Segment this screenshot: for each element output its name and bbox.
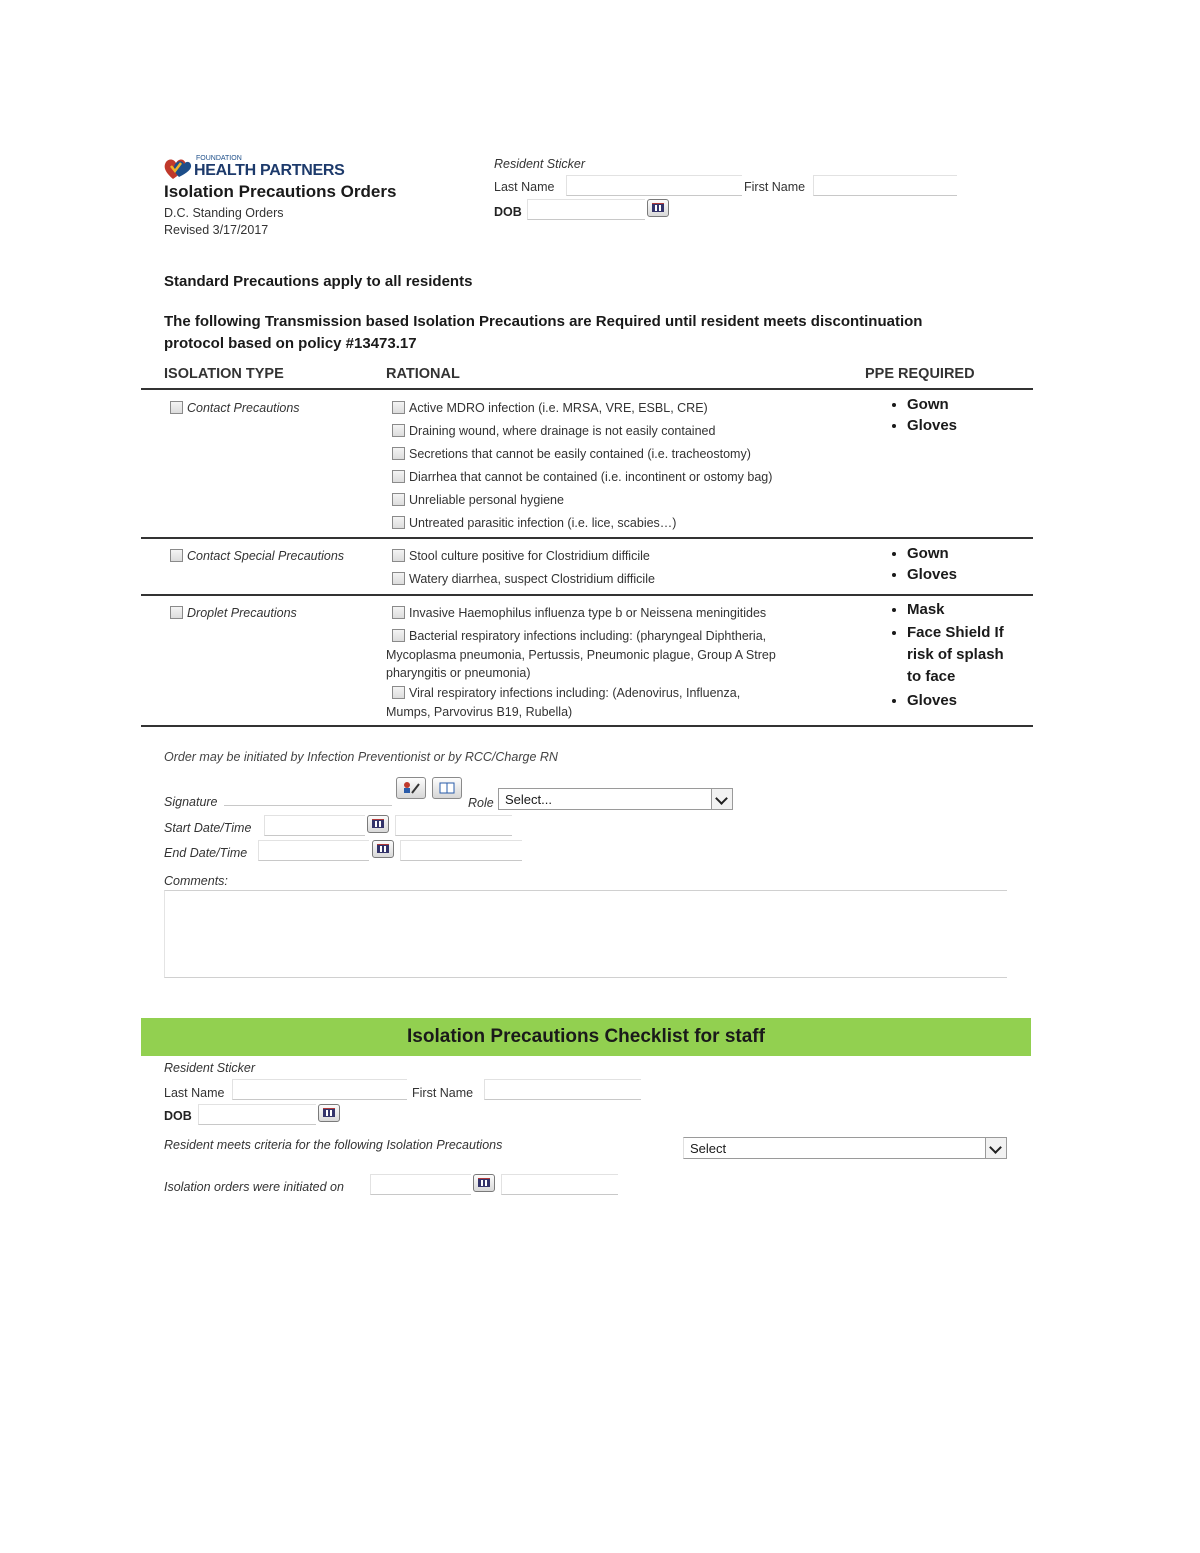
ppe-item: • Mask: [907, 601, 1004, 618]
ppe-list: [887, 601, 1004, 713]
end-date-calendar-icon[interactable]: [372, 840, 394, 858]
isolation-type-droplet: Droplet Precautions: [187, 606, 297, 620]
start-date-calendar-icon[interactable]: [367, 815, 389, 833]
rationale-checkbox[interactable]: [392, 424, 405, 437]
sign-pen-icon: [397, 778, 425, 798]
header-rational: RATIONAL: [386, 366, 460, 382]
first-name-field[interactable]: [813, 175, 957, 196]
rationale-text: Viral respiratory infections including: (Adenovirus, Influenza,: [409, 686, 741, 700]
checklist-sticker-label: Resident Sticker: [164, 1061, 256, 1075]
first-name-label: First Name: [744, 180, 806, 194]
signature-label: Signature: [164, 795, 218, 809]
form-revised-date: Revised 3/17/2017: [164, 223, 269, 237]
table-divider: [141, 388, 1033, 390]
signature-field[interactable]: [224, 787, 392, 806]
logo: [163, 155, 353, 183]
table-divider: [141, 725, 1033, 727]
ppe-item-line: Face Shield If: [907, 624, 1004, 641]
ppe-list: [887, 396, 957, 438]
initiated-date-field[interactable]: [370, 1174, 471, 1195]
rationale-checkbox[interactable]: [392, 629, 405, 642]
heart-logo-icon: [163, 157, 193, 181]
table-divider: [141, 594, 1033, 596]
header-ppe-required: PPE REQUIRED: [865, 366, 975, 382]
contact-precautions-checkbox[interactable]: [170, 401, 183, 414]
rationale-text: Watery diarrhea, suspect Clostridium difficile: [409, 572, 655, 586]
isolation-type-contact-special: Contact Special Precautions: [187, 549, 345, 563]
ppe-item: [907, 622, 1004, 688]
rationale-checkbox[interactable]: [392, 686, 405, 699]
rationale-text: Stool culture positive for Clostridium difficile: [409, 549, 650, 563]
order-note: Order may be initiated by Infection Preventionist or by RCC/Charge RN: [164, 750, 558, 764]
ppe-item-line: risk of splash: [907, 646, 1004, 663]
criteria-select[interactable]: [683, 1137, 1007, 1159]
start-time-field[interactable]: [395, 815, 512, 836]
rationale-text: Active MDRO infection (i.e. MRSA, VRE, ESBL, CRE): [409, 401, 708, 415]
checklist-first-name-label: First Name: [412, 1086, 474, 1100]
rationale-text: Invasive Haemophilus influenza type b or Neissena meningitides: [409, 606, 767, 620]
transmission-note-line2: protocol based on policy #13473.17: [164, 335, 417, 352]
end-date-field[interactable]: [258, 840, 369, 861]
rationale-checkbox[interactable]: [392, 447, 405, 460]
criteria-label: Resident meets criteria for the following Isolation Precautions: [164, 1138, 503, 1152]
checklist-first-name-field[interactable]: [484, 1079, 641, 1100]
dob-field[interactable]: [527, 199, 645, 220]
rationale-checkbox[interactable]: [392, 549, 405, 562]
checklist-banner-title: Isolation Precautions Checklist for staff: [407, 1026, 765, 1047]
resident-sticker-label: Resident Sticker: [494, 157, 586, 171]
dob-label: DOB: [494, 205, 522, 219]
rationale-checkbox[interactable]: [392, 606, 405, 619]
last-name-field[interactable]: [566, 175, 742, 196]
comments-label: Comments:: [164, 874, 228, 888]
rationale-text: Mumps, Parvovirus B19, Rubella): [386, 705, 573, 719]
end-datetime-label: End Date/Time: [164, 846, 248, 860]
checklist-dob-calendar-icon[interactable]: [318, 1104, 340, 1122]
header-isolation-type: ISOLATION TYPE: [164, 366, 284, 382]
initiated-label: Isolation orders were initiated on: [164, 1180, 344, 1194]
role-select[interactable]: [498, 788, 733, 810]
rationale-checkbox[interactable]: [392, 493, 405, 506]
rationale-checkbox[interactable]: [392, 572, 405, 585]
logo-foundation-text: FOUNDATION: [196, 155, 242, 162]
table-divider: [141, 537, 1033, 539]
rationale-text: pharyngitis or pneumonia): [386, 666, 531, 680]
rationale-text: Untreated parasitic infection (i.e. lice, scabies…): [409, 516, 677, 530]
checklist-last-name-field[interactable]: [232, 1079, 407, 1100]
transmission-note-line1: The following Transmission based Isolation Precautions are Required until resident meets discontinuation: [164, 313, 923, 330]
sign-button[interactable]: [396, 777, 426, 799]
contact-special-precautions-checkbox[interactable]: [170, 549, 183, 562]
logo-brand-text: HEALTH PARTNERS: [194, 162, 345, 179]
role-label: Role: [468, 796, 494, 810]
start-date-field[interactable]: [264, 815, 365, 836]
checklist-dob-label: DOB: [164, 1109, 192, 1123]
checklist-dob-field[interactable]: [198, 1104, 316, 1125]
role-select-value: Select...: [505, 792, 552, 807]
book-icon: [433, 778, 461, 798]
criteria-select-value: Select: [690, 1141, 727, 1156]
isolation-type-contact: Contact Precautions: [187, 401, 300, 415]
rationale-text: Bacterial respiratory infections including: (pharyngeal Diphtheria,: [409, 629, 767, 643]
ppe-item-line: to face: [907, 668, 956, 685]
chevron-down-icon: [985, 1138, 1006, 1158]
last-name-label: Last Name: [494, 180, 555, 194]
form-subtitle: D.C. Standing Orders: [164, 206, 284, 220]
droplet-precautions-checkbox[interactable]: [170, 606, 183, 619]
rationale-checkbox[interactable]: [392, 401, 405, 414]
rationale-text: Draining wound, where drainage is not easily contained: [409, 424, 716, 438]
dob-calendar-icon[interactable]: [647, 199, 669, 217]
checklist-banner: [141, 1018, 1031, 1056]
ppe-item: • Gloves: [907, 692, 1004, 709]
initiated-time-field[interactable]: [501, 1174, 618, 1195]
rationale-text: Unreliable personal hygiene: [409, 493, 564, 507]
ppe-item: • Gown: [907, 396, 957, 413]
ppe-item: • Gloves: [907, 566, 957, 583]
book-button[interactable]: [432, 777, 462, 799]
rationale-checkbox[interactable]: [392, 516, 405, 529]
standard-precautions-note: Standard Precautions apply to all residents: [164, 273, 473, 290]
rationale-text: Mycoplasma pneumonia, Pertussis, Pneumonic plague, Group A Strep: [386, 648, 776, 662]
rationale-checkbox[interactable]: [392, 470, 405, 483]
checklist-last-name-label: Last Name: [164, 1086, 225, 1100]
initiated-calendar-icon[interactable]: [473, 1174, 495, 1192]
end-time-field[interactable]: [400, 840, 522, 861]
ppe-item: • Gown: [907, 545, 957, 562]
rationale-text: Diarrhea that cannot be contained (i.e. incontinent or ostomy bag): [409, 470, 773, 484]
chevron-down-icon: [711, 789, 732, 809]
ppe-list: [887, 545, 957, 587]
ppe-item: • Gloves: [907, 417, 957, 434]
rationale-text: Secretions that cannot be easily contained (i.e. tracheostomy): [409, 447, 751, 461]
form-title: Isolation Precautions Orders: [164, 182, 397, 201]
comments-textarea[interactable]: [164, 890, 1007, 978]
start-datetime-label: Start Date/Time: [164, 821, 252, 835]
